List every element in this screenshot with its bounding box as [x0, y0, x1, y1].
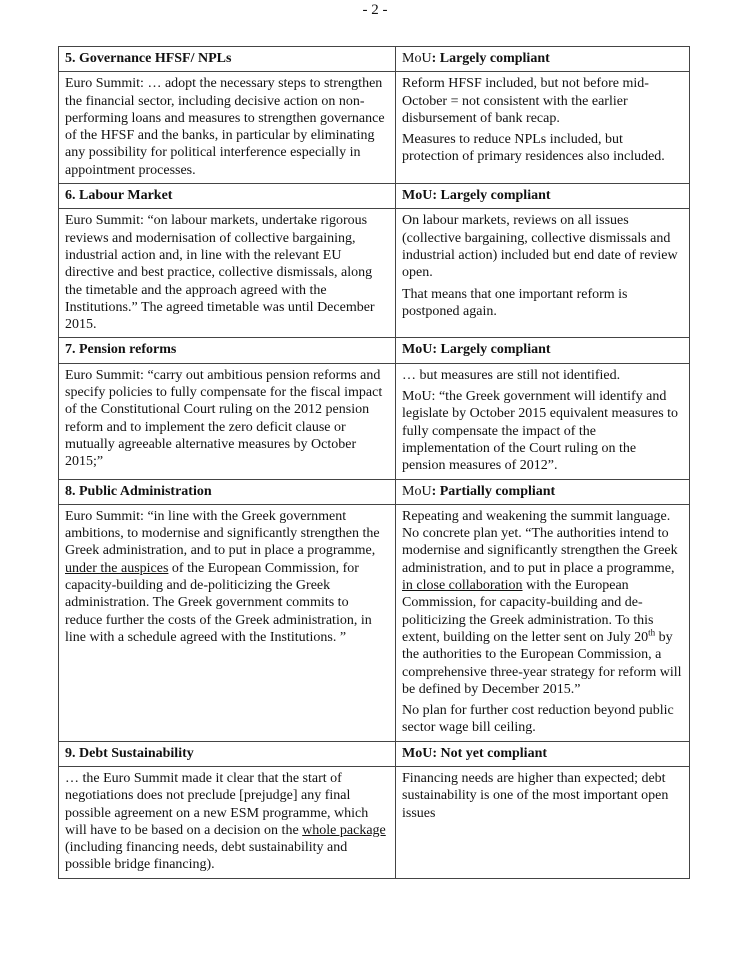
paragraph: On labour markets, reviews on all issues (collective bargaining, collective dismissals and industrial action) included but end date of review open.	[402, 213, 678, 281]
section-body-row	[59, 504, 690, 741]
section-verdict	[396, 47, 690, 72]
section-title: 9. Debt Sustainability	[59, 741, 396, 766]
summit-text	[59, 209, 396, 338]
mou-compliance-table	[58, 46, 690, 879]
summit-text	[59, 766, 396, 878]
paragraph: MoU: “the Greek government will identify and legislate by October 2015 equivalent measures to fully compensate the impact of the implementation of the Court ruling on the pension measures of 2012”.	[402, 389, 679, 474]
section-title: 7. Pension reforms	[59, 338, 396, 363]
paragraph: That means that one important reform is postponed again.	[402, 286, 628, 319]
summit-text	[59, 72, 396, 184]
section-header-row	[59, 338, 690, 363]
paragraph: Euro Summit: … adopt the necessary steps to strengthen the financial sector, including decisive action on non-performing loans and measures to strengthen governance of the HFSF and the banks, in particular by eliminating any possibility for political interference especially in appointment processes.	[65, 76, 385, 178]
paragraph: Financing needs are higher than expected; debt sustainability is one of the most important open issues	[402, 770, 669, 821]
page-number: - 2 -	[362, 2, 388, 18]
paragraph: Measures to reduce NPLs included, but protection of primary residences also included.	[402, 132, 665, 165]
paragraph	[65, 770, 389, 874]
verdict-prefix: MoU	[402, 51, 432, 66]
section-verdict: MoU: Largely compliant	[396, 184, 690, 209]
section-header-row	[59, 741, 690, 766]
paragraph: Euro Summit: “carry out ambitious pension reforms and specify policies to fully compensate for the fiscal impact of the Constitutional Court ruling on the 2012 pension reform and to implement the zero deficit clause or mutually agreeable alternative measures by October 2015;”	[65, 367, 383, 470]
section-header-row	[59, 479, 690, 504]
summit-text	[59, 363, 396, 479]
underlined-text: in close collaboration	[402, 578, 523, 594]
text-run: Euro Summit: “in line with the Greek government ambitions, to modernise and significantly strengthen the Greek administration, and to put in place a programme,	[65, 508, 380, 559]
text-run: … the Euro Summit made it clear that the start of negotiations does not preclude [prejudge] any final possible agreement on a new ESM programme, which will have to be based on a decision on the	[65, 770, 369, 838]
section-verdict: MoU: Largely compliant	[396, 338, 690, 363]
superscript: th	[648, 627, 656, 638]
section-header-row	[59, 184, 690, 209]
section-body-row	[59, 363, 690, 479]
text-run: Repeating and weakening the summit language. No concrete plan yet. “The authorities intend to modernise and significantly strengthen the Greek administration, and to put in place a programme,	[402, 508, 678, 576]
section-verdict	[396, 479, 690, 504]
section-title: 5. Governance HFSF/ NPLs	[59, 47, 396, 72]
section-body-row	[59, 72, 690, 184]
summit-text	[59, 504, 396, 741]
underlined-text: whole package	[302, 822, 386, 838]
paragraph: Reform HFSF included, but not before mid-October = not consistent with the earlier disbursement of bank recap.	[402, 76, 649, 126]
section-body-row	[59, 209, 690, 338]
section-title: 6. Labour Market	[59, 184, 396, 209]
text-run: of the European Commission, for capacity-building and de-politicizing the Greek administration. The Greek government commits to reduce further the costs of the Greek administration, in line with a schedule agreed with the Institutions. ”	[65, 560, 372, 645]
section-body-row	[59, 766, 690, 878]
text-run: by the authorities to the European Commission, a comprehensive three-year strategy for reform will be defined by December 2015.”	[402, 629, 682, 697]
mou-assessment	[396, 766, 690, 878]
section-verdict: MoU: Not yet compliant	[396, 741, 690, 766]
verdict-text: : Partially compliant	[431, 483, 556, 499]
underlined-text: under the auspices	[65, 560, 169, 576]
section-header-row	[59, 47, 690, 72]
paragraph: No plan for further cost reduction beyond public sector wage bill ceiling.	[402, 703, 674, 736]
paragraph	[402, 508, 683, 698]
paragraph: … but measures are still not identified.	[402, 367, 621, 383]
mou-assessment	[396, 72, 690, 184]
paragraph	[65, 508, 389, 646]
section-title: 8. Public Administration	[59, 479, 396, 504]
text-run: with the European Commission, for capacity-building and de-politicizing the Greek administration. To this extent, building on the letter sent on July 20	[402, 578, 654, 645]
verdict-text: : Largely compliant	[431, 51, 550, 66]
verdict-prefix: MoU	[402, 483, 432, 499]
mou-assessment	[396, 363, 690, 479]
mou-assessment	[396, 504, 690, 741]
text-run: (including financing needs, debt sustainability and possible bridge financing).	[65, 840, 348, 873]
mou-assessment	[396, 209, 690, 338]
paragraph: Euro Summit: “on labour markets, undertake rigorous reviews and modernisation of collective bargaining, industrial action and, in line with the relevant EU directive and best practice, collective dismissals, along the timetable and the approach agreed with the Institutions.” The agreed timetable was until December 2015.	[65, 213, 375, 333]
